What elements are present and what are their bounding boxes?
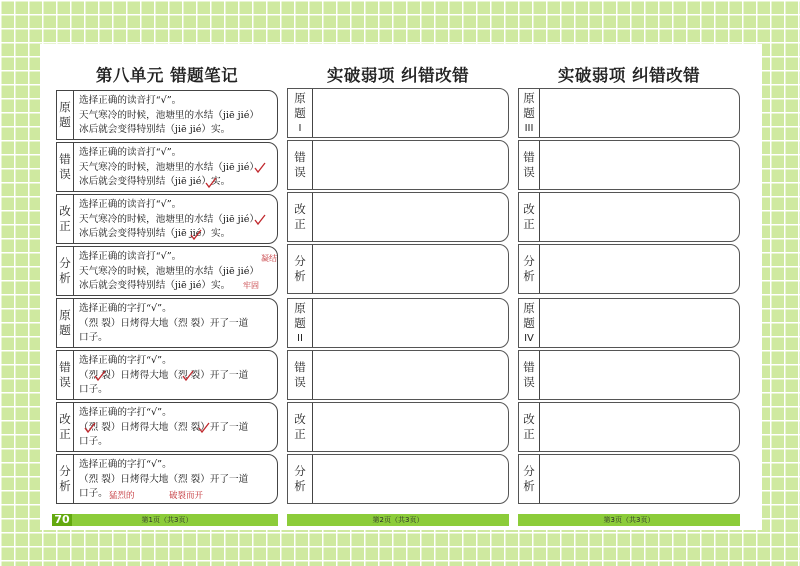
red-check-mark: [253, 161, 267, 175]
row-content: 选择正确的读音打“√”。 天气寒冷的时候，池塘里的水结（jiē jié） 冰后就会变得特别结（jiē jié）实。: [79, 147, 259, 187]
red-check-mark: [189, 228, 203, 242]
row-label: 错 误: [519, 351, 540, 399]
middle-column-title: 实破弱项 纠错改错: [326, 66, 470, 85]
analysis-note: 牢固: [243, 281, 259, 290]
red-check-mark: [181, 369, 195, 383]
middle-row-correction-1: [287, 192, 509, 242]
row-label: 改 正: [57, 195, 74, 243]
left-row-analysis-2: [56, 454, 278, 504]
row-label: 分 析: [57, 247, 74, 295]
left-column-title: 第八单元 错题笔记: [95, 66, 239, 85]
row-label: 错 误: [288, 351, 313, 399]
row-label: 分 析: [57, 455, 74, 503]
row-label: 改 正: [57, 403, 74, 451]
row-label: 改 正: [288, 193, 313, 241]
middle-column: [287, 44, 509, 530]
middle-row-analysis-1: [287, 244, 509, 294]
left-page-footer: 70 第1页（共3页）: [56, 514, 278, 526]
middle-row-original-1: [287, 88, 509, 138]
row-label: 改 正: [288, 403, 313, 451]
right-row-correction-4: [518, 402, 740, 452]
worksheet-page: [40, 44, 762, 530]
row-label: 分 析: [288, 245, 313, 293]
row-content: 选择正确的字打“√”。 （烈 裂）日烤得大地（烈 裂）开了一道 口子。: [79, 459, 249, 499]
row-label: 分 析: [519, 455, 540, 503]
row-content: 选择正确的字打“√”。 （烈 裂）日烤得大地（烈 裂）开了一道 口子。: [79, 303, 249, 343]
middle-row-error-2: [287, 350, 509, 400]
row-label: 原 题 II: [288, 299, 313, 347]
analysis-note: 凝结: [261, 254, 277, 263]
right-row-correction-3: [518, 192, 740, 242]
right-column-title: 实破弱项 纠错改错: [557, 66, 701, 85]
row-label: 错 误: [57, 351, 74, 399]
left-row-correction-2: [56, 402, 278, 452]
row-content: 选择正确的读音打“√”。 天气寒冷的时候，池塘里的水结（jiē jié） 冰后就会变得特别结（jiē jié）实。: [79, 251, 259, 291]
left-row-original-1: [56, 90, 278, 140]
red-check-mark: [197, 421, 211, 435]
right-row-analysis-4: [518, 454, 740, 504]
row-label: 改 正: [519, 403, 540, 451]
left-row-analysis-1: [56, 246, 278, 296]
middle-row-original-2: [287, 298, 509, 348]
row-label: 原 题: [57, 299, 74, 347]
row-content: 选择正确的字打“√”。 （烈 裂）日烤得大地（烈 裂）开了一道 口子。: [79, 407, 249, 447]
analysis-note: 破裂而开: [169, 491, 204, 501]
row-label: 错 误: [519, 141, 540, 189]
row-label: 原 题: [57, 91, 74, 139]
analysis-note: 猛烈的: [109, 491, 135, 501]
row-content: 选择正确的字打“√”。 （烈 裂）日烤得大地（烈 裂）开了一道 口子。: [79, 355, 249, 395]
row-content: 选择正确的读音打“√”。 天气寒冷的时候，池塘里的水结（jiē jié） 冰后就会变得特别结（jiē jié）实。: [79, 95, 259, 135]
row-label: 分 析: [288, 455, 313, 503]
red-check-mark: [253, 213, 267, 227]
right-column: [518, 44, 740, 530]
right-row-error-4: [518, 350, 740, 400]
row-label: 原 题 I: [288, 89, 313, 137]
row-label: 原 题 III: [519, 89, 540, 137]
red-check-mark: [83, 421, 97, 435]
left-column: [56, 44, 278, 530]
middle-row-correction-2: [287, 402, 509, 452]
row-label: 错 误: [288, 141, 313, 189]
right-row-error-3: [518, 140, 740, 190]
left-row-error-2: [56, 350, 278, 400]
left-row-original-2: [56, 298, 278, 348]
row-label: 错 误: [57, 143, 74, 191]
row-label: 分 析: [519, 245, 540, 293]
middle-page-footer: 第2页（共3页）: [287, 514, 509, 526]
middle-row-error-1: [287, 140, 509, 190]
page-number: 70: [52, 514, 72, 526]
right-page-footer: 第3页（共3页）: [518, 514, 740, 526]
left-row-correction-1: [56, 194, 278, 244]
right-row-original-4: [518, 298, 740, 348]
left-row-error-1: [56, 142, 278, 192]
right-row-original-3: [518, 88, 740, 138]
red-check-mark: [204, 176, 218, 190]
red-check-mark: [93, 369, 107, 383]
middle-row-analysis-2: [287, 454, 509, 504]
right-row-analysis-3: [518, 244, 740, 294]
row-label: 原 题 IV: [519, 299, 540, 347]
row-content: 选择正确的读音打“√”。 天气寒冷的时候，池塘里的水结（jiē jié） 冰后就会变得特别结（jiē jié）实。: [79, 199, 259, 239]
row-label: 改 正: [519, 193, 540, 241]
